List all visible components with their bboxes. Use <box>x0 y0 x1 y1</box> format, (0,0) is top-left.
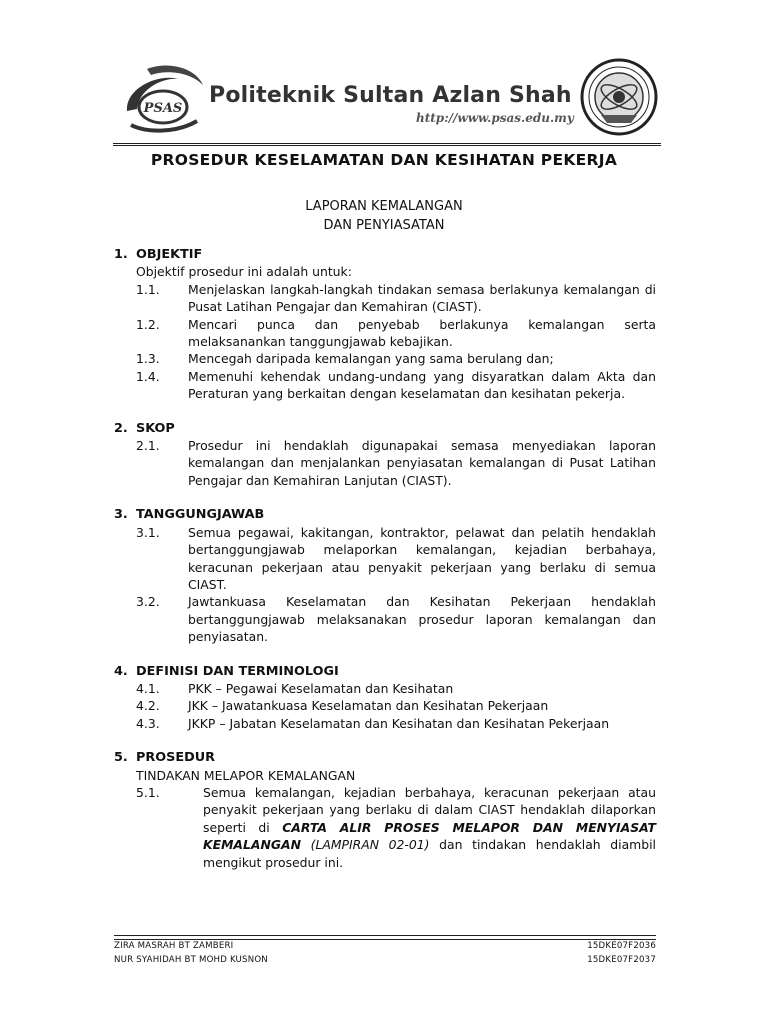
section-number: 2. <box>114 420 128 436</box>
footer-author-name: ZIRA MASRAH BT ZAMBERI <box>114 941 234 951</box>
item-number: 3.2. <box>136 594 160 610</box>
section-skop <box>114 420 656 490</box>
subtitle-line-2: DAN PENYIASATAN <box>323 218 445 233</box>
list-item <box>114 281 656 316</box>
item-text: Memenuhi kehendak undang-undang yang disyaratkan dalam Akta dan Peraturan yang berkaitan dengan keselamatan dan kesihatan pekerja. <box>188 368 656 402</box>
footer-author-id: 15DKE07F2036 <box>587 941 656 951</box>
item-text: Jawtankuasa Keselamatan dan Kesihatan Pekerjaan hendaklah bertanggungjawab melaksanakan prosedur laporan kemalangan dan penyiasatan. <box>188 594 656 645</box>
section-intro: TINDAKAN MELAPOR KEMALANGAN <box>136 767 356 783</box>
footer-author-id: 15DKE07F2037 <box>587 955 656 965</box>
institution-name: Politeknik Sultan Azlan Shah <box>209 83 572 108</box>
section-intro: Objektif prosedur ini adalah untuk: <box>136 264 352 280</box>
section-title: SKOP <box>136 420 175 436</box>
item-number: 1.2. <box>136 316 160 332</box>
institution-seal-icon <box>579 57 659 137</box>
section-title: PROSEDUR <box>136 750 215 766</box>
footer-row-1 <box>114 941 656 951</box>
item-number: 5.1. <box>136 784 160 800</box>
list-item <box>114 437 656 489</box>
item-text <box>203 784 656 871</box>
section-title: DEFINISI DAN TERMINOLOGI <box>136 663 339 679</box>
item-text: Mencegah daripada kemalangan yang sama berulang dan; <box>188 351 554 367</box>
list-item <box>114 715 656 732</box>
section-definisi <box>114 663 656 733</box>
section-number: 4. <box>114 663 128 679</box>
item-text: Semua pegawai, kakitangan, kontraktor, pelawat dan pelatih hendaklah bertanggungjawab melaporkan kemalangan, kejadian berbahaya, keracunan pekerjaan atau penyakit pekerjaan yang berlaku di semua CIAST. <box>188 524 656 592</box>
item-text: Menjelaskan langkah-langkah tindakan semasa berlakunya kemalangan di Pusat Latihan Pengajar dan Kemahiran (CIAST). <box>188 281 656 315</box>
flowchart-reference: CARTA ALIR PROSES MELAPOR DAN MENYIASAT KEMALANGAN <box>203 819 656 853</box>
section-heading <box>114 749 656 766</box>
item-text: Prosedur ini hendaklah digunapakai semasa menyediakan laporan kemalangan dan menjalankan penyiasatan kemalangan di Pusat Latihan Pengajar dan Kemahiran Lanjutan (CIAST). <box>188 438 656 488</box>
document-body <box>114 246 656 888</box>
footer-row-2 <box>114 955 656 965</box>
item-number: 4.2. <box>136 698 160 714</box>
item-text: PKK – Pegawai Keselamatan dan Kesihatan <box>188 680 454 696</box>
section-title: TANGGUNGJAWAB <box>136 507 265 523</box>
letterhead <box>113 55 661 146</box>
footer-author-name: NUR SYAHIDAH BT MOHD KUSNON <box>114 955 268 965</box>
item-number: 1.1. <box>136 281 160 297</box>
list-item <box>114 593 656 645</box>
section-title: OBJEKTIF <box>136 247 203 262</box>
document-subtitle <box>0 197 768 235</box>
item-number: 3.1. <box>136 524 160 540</box>
section-number: 1. <box>114 247 128 262</box>
item-number: 4.1. <box>136 680 160 696</box>
item-text-part: Semua kemalangan, kejadian berbahaya, keracunan pekerjaan atau penyakit pekerjaan yang berlaku di dalam CIAST hendaklah dilaporkan seperti di <box>203 784 656 835</box>
item-text-part: dan tindakan hendaklah diambil mengikut prosedur ini. <box>203 837 657 870</box>
list-item <box>114 784 656 871</box>
section-heading <box>114 506 656 523</box>
institution-url: http://www.psas.edu.my <box>416 111 574 125</box>
section-number: 5. <box>114 750 128 766</box>
item-text: JKK – Jawatankuasa Keselamatan dan Kesihatan Pekerjaan <box>188 698 549 714</box>
item-number: 1.3. <box>136 351 160 367</box>
list-item <box>114 524 656 594</box>
psas-logo-icon <box>117 59 213 137</box>
item-number: 2.1. <box>136 438 160 454</box>
section-tanggungjawab <box>114 506 656 645</box>
appendix-reference: (LAMPIRAN 02-01) <box>300 837 430 853</box>
list-item <box>114 350 656 367</box>
section-heading <box>114 246 656 263</box>
logo-text: PSAS <box>143 101 183 116</box>
list-item <box>114 316 656 351</box>
section-number: 3. <box>114 507 128 523</box>
item-number: 1.4. <box>136 368 160 384</box>
section-objektif <box>114 246 656 403</box>
item-text: JKKP – Jabatan Keselamatan dan Kesihatan dan Kesihatan Pekerjaan <box>188 715 610 731</box>
list-item <box>114 368 656 403</box>
document-title: PROSEDUR KESELAMATAN DAN KESIHATAN PEKERJA <box>150 151 618 169</box>
section-heading <box>114 420 656 437</box>
subtitle-line-1: LAPORAN KEMALANGAN <box>305 199 463 214</box>
footer-rule <box>114 935 656 940</box>
section-heading <box>114 663 656 680</box>
list-item <box>114 680 656 697</box>
item-number: 4.3. <box>136 715 160 731</box>
section-prosedur <box>114 749 656 871</box>
list-item <box>114 697 656 714</box>
item-text: Mencari punca dan penyebab berlakunya kemalangan serta melaksanankan tanggungjawab kebajikan. <box>188 316 656 350</box>
